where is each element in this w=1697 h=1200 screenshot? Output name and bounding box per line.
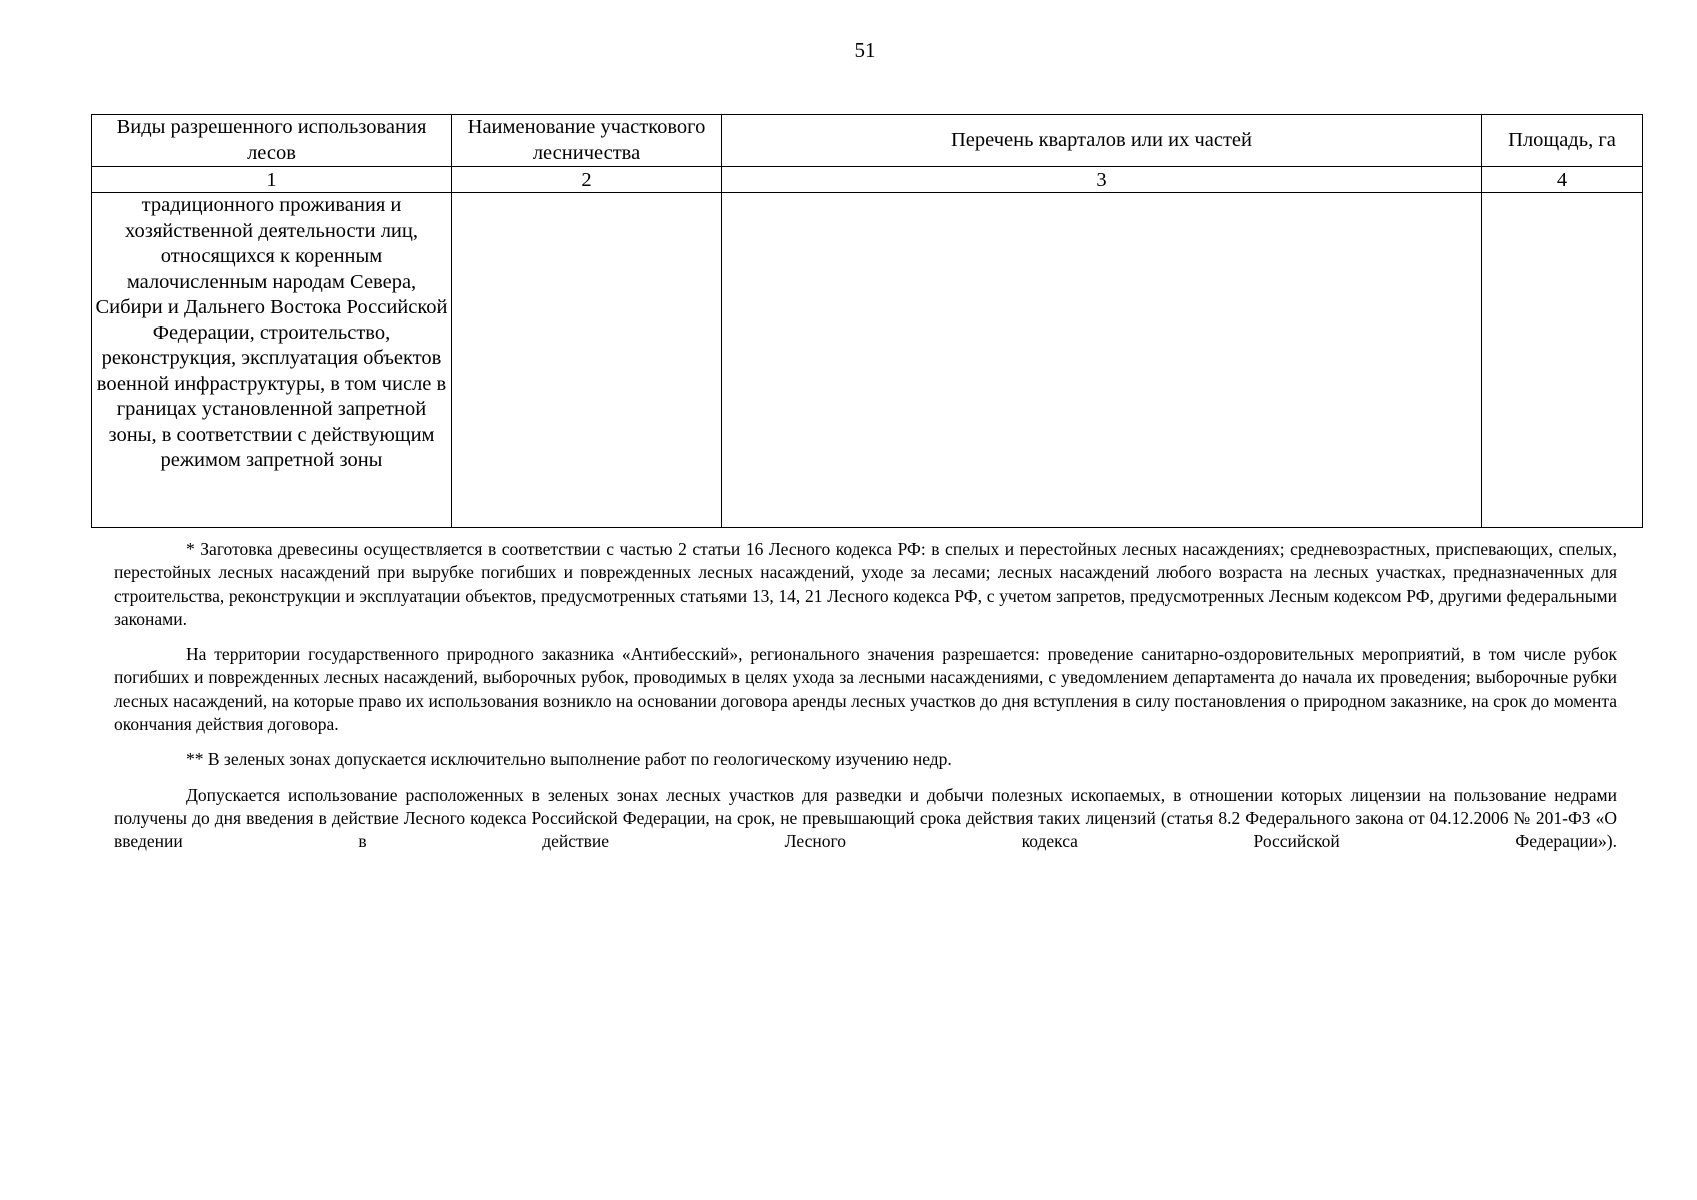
header-area: Площадь, га xyxy=(1482,115,1643,167)
column-number: 4 xyxy=(1482,167,1643,193)
footnote-mineral-extraction: Допускается использование расположенных в зеленых зонах лесных участков для разведки и добычи полезных ископаемых, в отношении которых лицензии на пользование недрами получены до дня введения в действие Лесного кодекса Российской Федерации, на срок, не превышающий срока действия таких лицензий (статья 8.2 Федерального закона от 04.12.2006 № 201-ФЗ «О введении в действие Лесного кодекса Российской Федерации»). xyxy=(114,784,1617,852)
column-number: 3 xyxy=(722,167,1482,193)
header-use-types: Виды разрешенного использования лесов xyxy=(92,115,452,167)
column-number-row xyxy=(92,167,1643,193)
cell-quarters xyxy=(722,193,1482,528)
forest-use-table xyxy=(91,114,1643,528)
column-number: 2 xyxy=(452,167,722,193)
footnote-timber-harvesting: * Заготовка древесины осуществляется в соответствии с частью 2 статьи 16 Лесного кодекса РФ: в спелых и перестойных лесных насаждениях; средневозрастных, приспевающих, спелых, перестойных лесных насаждений при вырубке погибших и поврежденных лесных насаждений, уходе за лесами; лесных насаждений любого возраста на лесных участках, предназначенных для строительства, реконструкции и эксплуатации объектов, предусмотренных статьями 13, 14, 21 Лесного кодекса РФ, с учетом запретов, предусмотренных Лесным кодексом РФ, другими федеральными законами. xyxy=(114,539,1617,629)
footnotes-section xyxy=(114,538,1617,866)
footnote-green-zones: ** В зеленых зонах допускается исключительно выполнение работ по геологическому изучению недр. xyxy=(186,749,952,770)
cell-use-type: традиционного проживания и хозяйственной деятельности лиц, относящихся к коренным малочисленным народам Севера, Сибири и Дальнего Востока Российской Федерации, строительство, реконструкция, эксплуатация объектов военной инфраструктуры, в том числе в границах установленной запретной зоны, в соответствии с действующим режимом запретной зоны xyxy=(92,193,452,528)
header-forestry-name: Наименование участкового лесничества xyxy=(452,115,722,167)
header-quarters-list: Перечень кварталов или их частей xyxy=(722,115,1482,167)
column-number: 1 xyxy=(92,167,452,193)
footnote-antibess-reserve: На территории государственного природного заказника «Антибесский», регионального значения разрешается: проведение санитарно-оздоровительных мероприятий, в том числе рубок погибших и поврежденных лесных насаждений, выборочных рубок, проводимых в целях ухода за лесными насаждениями, с уведомлением департамента до начала их проведения; выборочные рубки лесных насаждений, на которые право их использования возникло на основании договора аренды лесных участков до дня вступления в силу постановления о природном заказнике, на срок до момента окончания действия договора. xyxy=(114,644,1617,735)
cell-forestry-name xyxy=(452,193,722,528)
table-header-row xyxy=(92,115,1643,167)
cell-area xyxy=(1482,193,1643,528)
page-number: 51 xyxy=(854,38,876,62)
table-row xyxy=(92,193,1643,528)
